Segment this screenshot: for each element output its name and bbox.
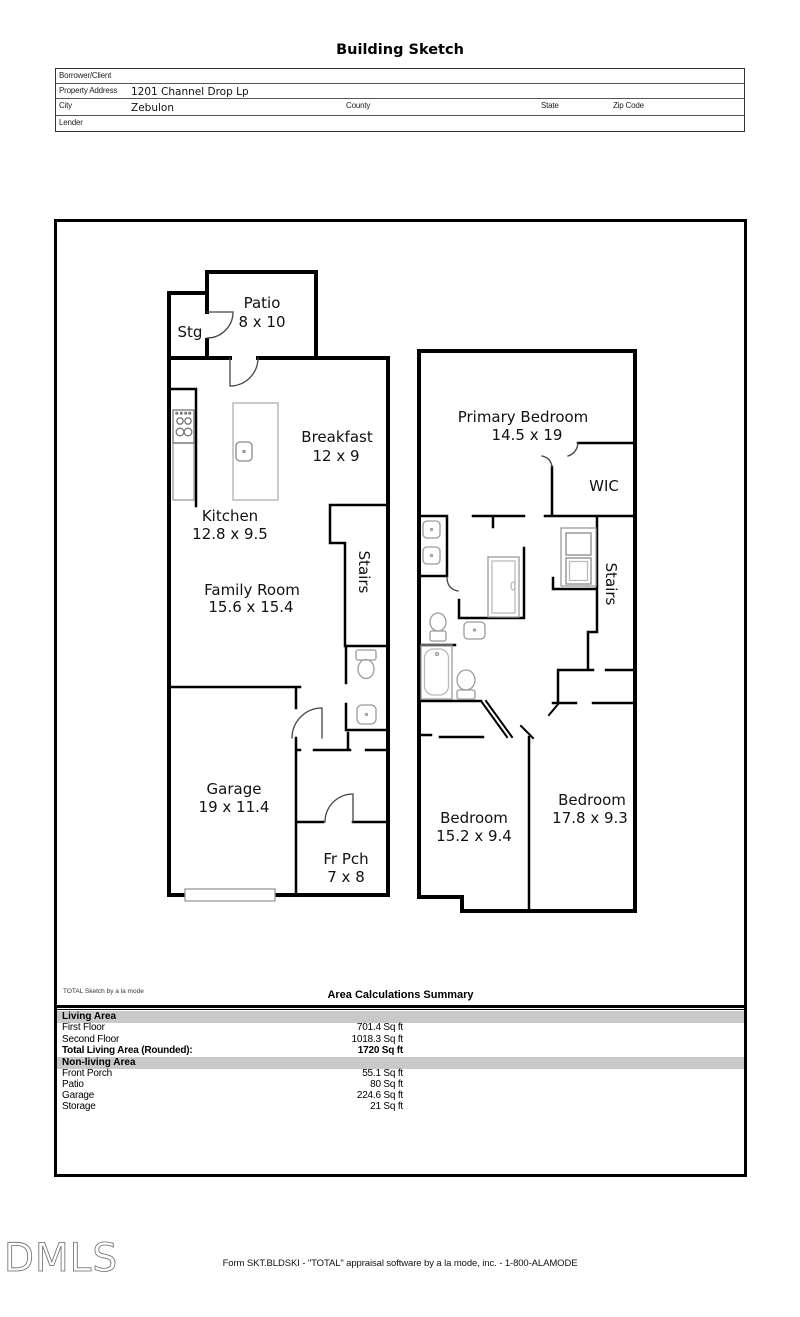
half-bath-sink-icon xyxy=(357,705,376,724)
room-dims-front-porch: 7 x 8 xyxy=(327,868,365,886)
sketch-border-box xyxy=(54,219,747,1177)
form-row-property-address xyxy=(56,84,744,99)
room-label-front-porch: Fr Pch xyxy=(323,850,369,868)
room-label-wic: WIC xyxy=(589,477,619,495)
summary-row-patio: Patio 80 Sq ft xyxy=(62,1079,403,1090)
bath-sink-drain xyxy=(474,629,476,631)
room-label-family-room: Family Room xyxy=(204,581,300,599)
half-bath-sink-drain xyxy=(366,714,368,716)
property-address-value: 1201 Channel Drop Lp xyxy=(131,86,249,98)
zip-code-label: Zip Code xyxy=(613,101,644,110)
room-dims-garage: 19 x 11.4 xyxy=(198,798,270,816)
room-label-patio: Patio xyxy=(243,294,281,312)
room-label-garage: Garage xyxy=(206,780,262,798)
washer-unit xyxy=(566,533,591,555)
room-label-primary-bedroom: Primary Bedroom xyxy=(457,408,589,426)
header-form-table xyxy=(55,68,745,132)
area-calculations-title: Area Calculations Summary xyxy=(327,989,474,1001)
nonliving-area-header: Non-living Area xyxy=(57,1057,744,1069)
dmls-logo-text: DMLS xyxy=(4,1238,119,1280)
summary-row-total-living: Total Living Area (Rounded): 1720 Sq ft xyxy=(62,1045,403,1056)
page-title: Building Sketch xyxy=(336,42,464,58)
vanity-sink-2 xyxy=(423,547,440,564)
living-area-header: Living Area xyxy=(57,1011,744,1023)
footer-form-line: Form SKT.BLDSKI - "TOTAL" appraisal software by a la mode, inc. - 1-800-ALAMODE xyxy=(222,1258,578,1269)
room-label-stairs-floor2: Stairs xyxy=(602,562,620,606)
room-dims-family-room: 15.6 x 15.4 xyxy=(208,598,294,616)
lender-label: Lender xyxy=(59,118,83,127)
room-dims-kitchen: 12.8 x 9.5 xyxy=(192,525,268,543)
dryer-door xyxy=(570,562,588,581)
stove-icon xyxy=(173,410,194,443)
property-address-label: Property Address xyxy=(59,86,118,95)
vanity-sink-1 xyxy=(423,521,440,538)
city-label: City xyxy=(59,101,72,110)
county-label: County xyxy=(346,101,371,110)
half-bath-toilet-bowl xyxy=(358,660,374,679)
hall-toilet-bowl xyxy=(457,670,475,690)
floor-plan-sketch xyxy=(57,222,744,987)
room-label-bedroom-left: Bedroom xyxy=(440,809,508,827)
form-row-lender xyxy=(56,116,744,131)
room-dims-bedroom-right: 17.8 x 9.3 xyxy=(552,809,628,827)
primary-toilet-bowl xyxy=(430,613,446,631)
summary-row-front-porch: Front Porch 55.1 Sq ft xyxy=(62,1068,403,1079)
summary-divider xyxy=(57,1005,744,1010)
room-dims-primary-bedroom: 14.5 x 19 xyxy=(491,426,563,444)
primary-toilet-base xyxy=(430,631,446,641)
half-bath-toilet-tank xyxy=(356,650,376,660)
room-dims-patio: 8 x 10 xyxy=(238,313,286,331)
vanity-sink-2-drain xyxy=(431,555,433,557)
form-row-borrower xyxy=(56,69,744,84)
kitchen-island xyxy=(233,403,278,500)
city-value: Zebulon xyxy=(131,102,174,114)
room-label-bedroom-right: Bedroom xyxy=(558,791,626,809)
vanity-sink-1-drain xyxy=(431,529,433,531)
garage-door xyxy=(185,889,275,901)
room-label-kitchen: Kitchen xyxy=(201,507,259,525)
floor2-angled-doors xyxy=(481,701,559,738)
tub-faucet xyxy=(436,653,439,656)
state-label: State xyxy=(541,101,559,110)
room-dims-breakfast: 12 x 9 xyxy=(312,447,360,465)
stove-burners xyxy=(176,413,192,436)
room-label-stairs-floor1: Stairs xyxy=(355,550,373,594)
sketch-software-note: TOTAL Sketch by a la mode xyxy=(63,988,144,995)
shower-handle xyxy=(511,582,515,590)
summary-row-second-floor: Second Floor 1018.3 Sq ft xyxy=(62,1034,403,1045)
hall-toilet-tank xyxy=(457,690,475,699)
island-sink-drain xyxy=(243,451,245,453)
room-dims-bedroom-left: 15.2 x 9.4 xyxy=(436,827,512,845)
island-sink-icon xyxy=(236,442,252,461)
form-row-city xyxy=(56,99,744,116)
borrower-label: Borrower/Client xyxy=(59,71,112,80)
room-label-breakfast: Breakfast xyxy=(301,428,373,446)
kitchen-counter xyxy=(173,443,194,500)
summary-row-garage: Garage 224.6 Sq ft xyxy=(62,1090,403,1101)
summary-row-first-floor: First Floor 701.4 Sq ft xyxy=(62,1022,403,1033)
summary-row-storage: Storage 21 Sq ft xyxy=(62,1101,403,1112)
room-label-stg: Stg xyxy=(177,323,203,341)
floor1-door-arcs xyxy=(207,312,353,822)
